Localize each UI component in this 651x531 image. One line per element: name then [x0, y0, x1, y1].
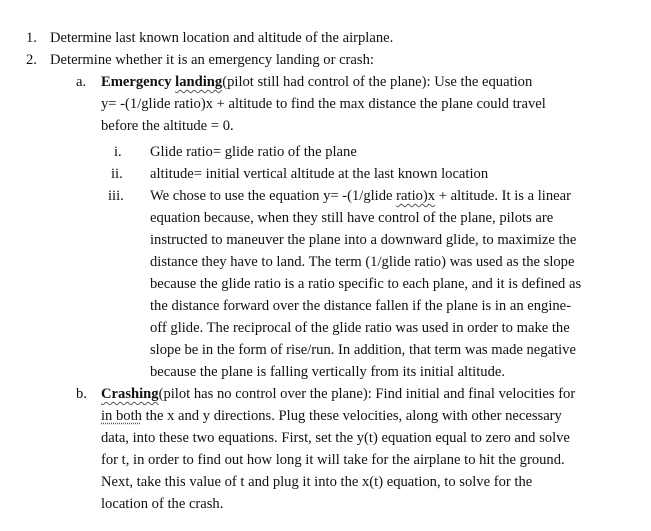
roman-iii-line-1-underlined: ratio)x [396, 188, 436, 204]
sub-a-line-3: before the altitude = 0. [101, 118, 234, 134]
roman-ii-text: altitude= initial vertical altitude at the last known location [150, 166, 489, 182]
list-item-1-text: Determine last known location and altitude of the airplane. [50, 30, 394, 46]
sub-b-line: location of the crash. [101, 496, 224, 512]
sub-a-heading-underlined: landing [175, 74, 223, 90]
sub-marker-a: a. [76, 74, 87, 90]
sub-b-line: Next, take this value of t and plug it into the x(t) equation, to solve for the [101, 474, 533, 490]
list-marker-1: 1. [26, 30, 37, 46]
sub-a-line-1 [101, 71, 532, 93]
sub-b-line-2-rest: the x and y directions. Plug these velocities, along with other necessary [141, 408, 562, 424]
sub-b-line-1 [101, 383, 575, 405]
sub-b-line: for t, in order to find out how long it will take for the airplane to hit the ground. [101, 452, 565, 468]
roman-iii-line: instructed to maneuver the plane into a downward glide, to maximize the [150, 232, 577, 248]
sub-a-line-2: y= -(1/glide ratio)x + altitude to find the max distance the plane could travel [101, 96, 546, 112]
sub-a-line-1-rest: (pilot still had control of the plane): Use the equation [222, 74, 533, 90]
sub-marker-b: b. [76, 386, 87, 402]
roman-iii-line: distance they have to land. The term (1/glide ratio) was used as the slope [150, 254, 575, 270]
sub-b-line-1-rest: (pilot has no control over the plane): Find initial and final velocities for [158, 386, 576, 402]
roman-iii-line: slope be in the form of rise/run. In addition, that term was made negative [150, 342, 576, 358]
roman-marker-iii: iii. [108, 188, 124, 204]
roman-marker-i: i. [114, 144, 122, 160]
roman-i-text: Glide ratio= glide ratio of the plane [150, 144, 357, 160]
sub-b-line-2 [101, 405, 562, 427]
list-marker-2: 2. [26, 52, 37, 68]
roman-iii-line: equation because, when they still have control of the plane, pilots are [150, 210, 554, 226]
roman-marker-ii: ii. [111, 166, 123, 182]
roman-iii-line: because the glide ratio is a ratio specific to each plane, and it is defined as [150, 276, 582, 292]
sub-b-heading-underlined: Crashing [101, 386, 159, 402]
roman-iii-line-1 [150, 185, 571, 207]
roman-iii-line-1-pre: We chose to use the equation y= -(1/glide [150, 188, 397, 204]
list-item-2-text: Determine whether it is an emergency landing or crash: [50, 52, 374, 68]
roman-iii-line: off glide. The reciprocal of the glide ratio was used in order to make the [150, 320, 570, 336]
sub-b-line-2-underlined: in both [101, 408, 142, 424]
roman-iii-line: because the plane is falling vertically from its initial altitude. [150, 364, 506, 380]
sub-b-line: data, into these two equations. First, set the y(t) equation equal to zero and solve [101, 430, 570, 446]
sub-a-heading: Emergency [101, 74, 176, 90]
roman-iii-line-1-post: + altitude. It is a linear [435, 188, 571, 204]
roman-iii-line: the distance forward over the distance fallen if the plane is in an engine- [150, 298, 572, 314]
